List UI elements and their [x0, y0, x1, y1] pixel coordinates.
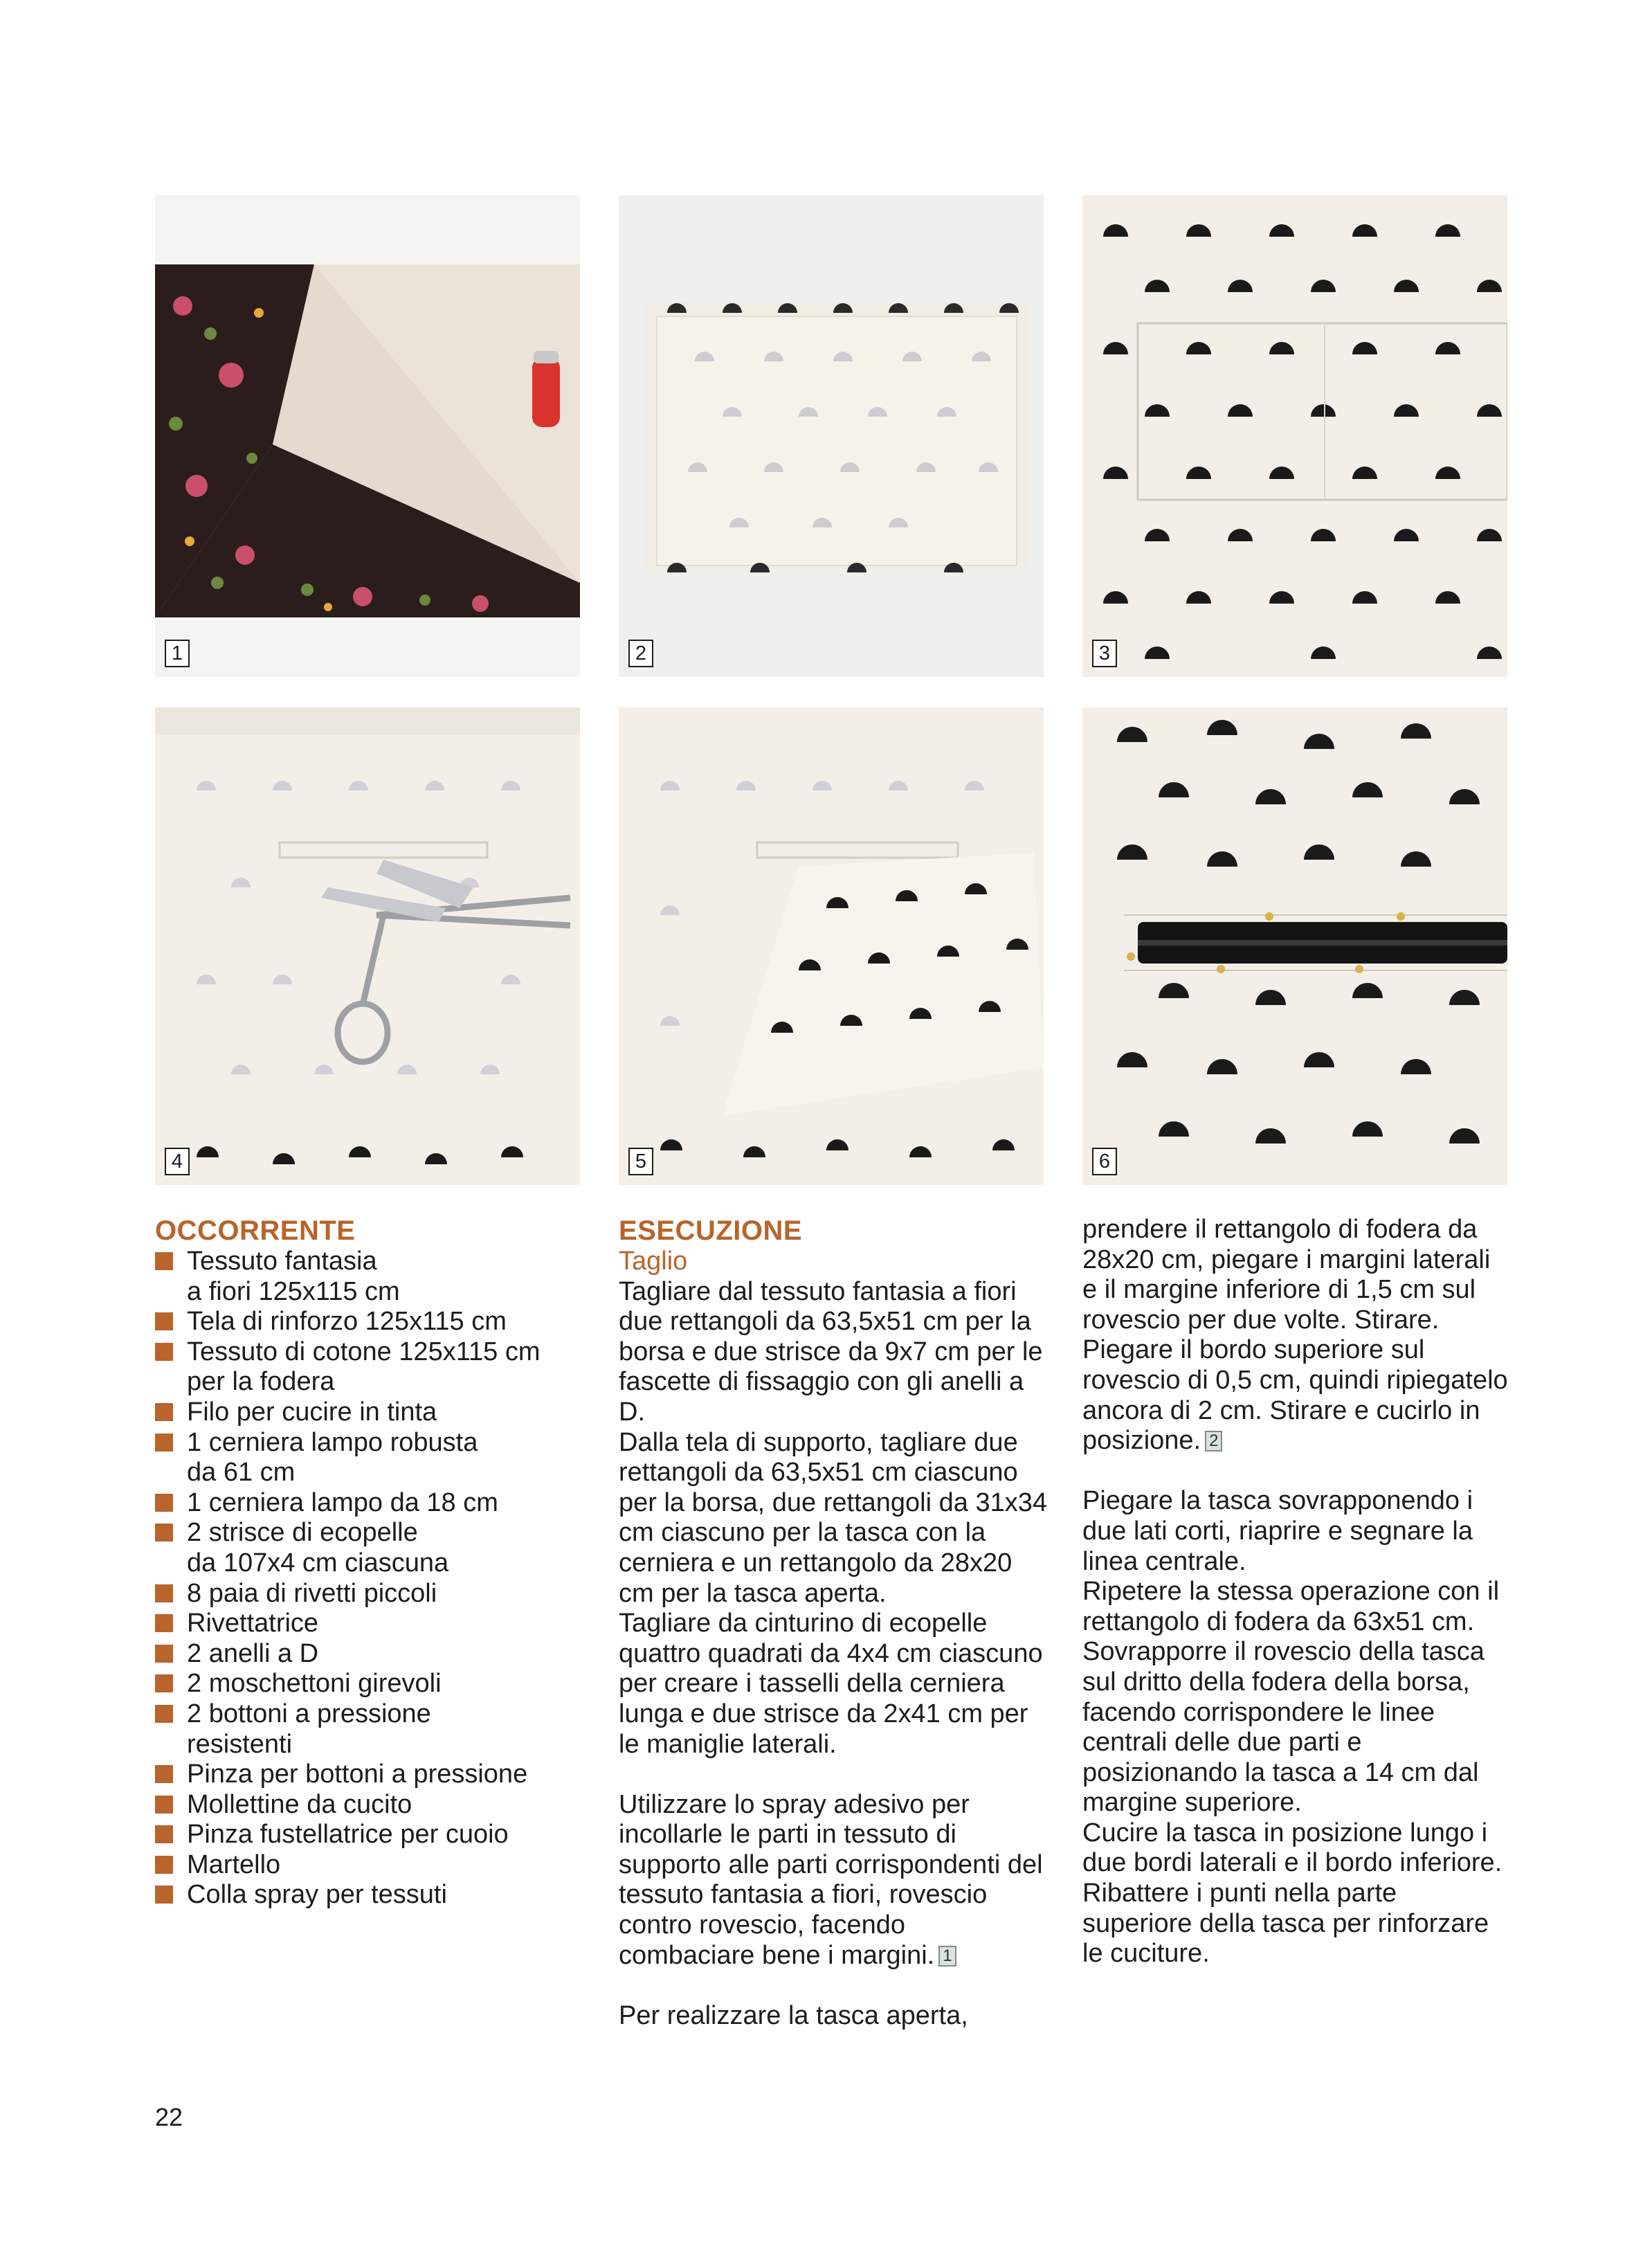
bullet-square-icon	[155, 1886, 173, 1904]
paragraph: Dalla tela di supporto, tagliare due rettangoli da 63,5x51 cm ciascuno per la borsa, due rettangoli da 31x34 cm ciascuno per la tasca con la cerniera e un rettangolo da 28x20 cm per la tasca aperta.	[619, 1427, 1047, 1608]
materials-item-label: 1 cerniera lampo robusta da 61 cm	[187, 1427, 478, 1488]
materials-item-label: Colla spray per tessuti	[187, 1880, 447, 1910]
photo-4	[155, 707, 580, 1185]
materials-item	[155, 1760, 584, 1790]
instructions-column-1	[619, 1215, 1048, 2031]
paragraph-lead: Tagliare dal tessuto fantasia	[619, 1276, 945, 1306]
materials-item	[155, 1699, 584, 1760]
paragraph: Ribattere i punti nella parte superiore della tasca per rinforzare le cuciture.	[1082, 1879, 1489, 1969]
photo-reference: 1	[938, 1946, 956, 1967]
floral-fabric-illustration	[155, 195, 580, 677]
materials-item	[155, 1639, 584, 1670]
photo-number: 2	[628, 640, 653, 667]
lining-illustration	[619, 707, 1044, 1185]
bullet-square-icon	[155, 1403, 173, 1421]
materials-item	[155, 1850, 584, 1881]
paragraph-lead: Per realizzare la tasca aperta,	[619, 2000, 968, 2030]
materials-item	[155, 1880, 584, 1910]
bullet-square-icon	[155, 1856, 173, 1874]
materials-heading: OCCORRENTE	[155, 1215, 356, 1246]
materials-item	[155, 1579, 584, 1609]
bullet-square-icon	[155, 1705, 173, 1723]
materials-item-label: Tessuto fantasia a fiori 125x115 cm	[187, 1247, 400, 1306]
paragraph-lead: Utilizzare lo spray adesivo	[619, 1789, 925, 1819]
paragraph: Utilizzare lo spray adesivo per incollarle le parti in tessuto di supporto alle parti corrispondenti del tessuto fantasia a fiori, rovescio contro rovescio, facendo combaciare bene i margini. 1	[619, 1789, 1043, 1970]
materials-item	[155, 1307, 584, 1337]
fabric-rectangles-illustration	[619, 195, 1044, 677]
photo-2	[619, 195, 1044, 677]
paragraph: prendere il rettangolo di fodera da 28x20 cm, piegare i margini laterali e il margine inferiore di 1,5 cm sul rovescio per due volte. Stirare.	[1082, 1215, 1491, 1335]
photo-number: 6	[1092, 1148, 1117, 1175]
bullet-square-icon	[155, 1765, 173, 1783]
materials-item	[155, 1428, 584, 1488]
materials-item-label: Pinza per bottoni a pressione	[187, 1760, 528, 1789]
materials-list	[155, 1247, 584, 1910]
materials-item	[155, 1488, 584, 1519]
bullet-square-icon	[155, 1434, 173, 1452]
materials-item-label: Rivettatrice	[187, 1609, 319, 1638]
materials-item	[155, 1820, 584, 1850]
materials-item-label: Filo per cucire in tinta	[187, 1397, 437, 1427]
materials-item-label: 2 moschettoni girevoli	[187, 1669, 442, 1699]
bullet-square-icon	[155, 1674, 173, 1692]
zipper-illustration	[1082, 707, 1507, 1185]
materials-item	[155, 1337, 584, 1398]
materials-item-label: Mollettine da cucito	[187, 1789, 412, 1819]
bullet-square-icon	[155, 1494, 173, 1512]
instructions-subheading: Taglio	[619, 1247, 688, 1276]
paragraph: Piegare la tasca sovrapponendo i due lati corti, riaprire e segnare la linea centrale.	[1082, 1486, 1473, 1576]
materials-item-label: Pinza fustellatrice per cuoio	[187, 1820, 509, 1850]
photo-6	[1082, 707, 1507, 1185]
materials-item-label: Tessuto di cotone 125x115 cm per la fodera	[187, 1337, 541, 1397]
bullet-square-icon	[155, 1645, 173, 1663]
materials-item-label: 8 paia di rivetti piccoli	[187, 1578, 437, 1608]
photo-3	[1082, 195, 1507, 677]
paragraph: Sovrapporre il rovescio della tasca sul dritto della fodera della borsa, facendo corrispondere le linee centrali delle due parti e posizionando la tasca a 14 cm dal margine superiore.	[1082, 1637, 1485, 1818]
materials-item	[155, 1398, 584, 1428]
photo-5	[619, 707, 1044, 1185]
bullet-square-icon	[155, 1343, 173, 1361]
materials-item	[155, 1609, 584, 1639]
paragraph	[619, 2001, 1048, 2032]
materials-item	[155, 1247, 584, 1307]
paragraph: Ripetere la stessa operazione con il rettangolo di fodera da 63x51 cm.	[1082, 1577, 1500, 1636]
materials-item	[155, 1669, 584, 1699]
bullet-square-icon	[155, 1796, 173, 1814]
pocket-illustration	[1082, 195, 1507, 677]
instructions-column-2	[1082, 1215, 1512, 1969]
bullet-square-icon	[155, 1252, 173, 1270]
materials-item-label: Tela di rinforzo 125x115 cm	[187, 1307, 507, 1337]
materials-item-label: 2 bottoni a pressione resistenti	[187, 1699, 431, 1759]
paragraph-lead: Piegare la tasca sovrapponendo i due lati corti	[1082, 1486, 1473, 1546]
bullet-square-icon	[155, 1524, 173, 1542]
photo-1	[155, 195, 580, 677]
paragraph: Tagliare da cinturino di ecopelle quattro quadrati da 4x4 cm ciascuno per creare i tasselli della cerniera lunga e due strisce da 2x41 cm per le maniglie laterali.	[619, 1609, 1043, 1759]
bullet-square-icon	[155, 1825, 173, 1843]
paragraph: Cucire la tasca in posizione lungo i due bordi laterali e il bordo inferiore.	[1082, 1818, 1503, 1878]
bullet-square-icon	[155, 1584, 173, 1602]
paragraph: Tagliare dal tessuto fantasia a fiori due rettangoli da 63,5x51 cm per la borsa e due strisce da 9x7 cm per le fascette di fissaggio con gli anelli a D.	[619, 1276, 1043, 1427]
photo-number: 5	[628, 1148, 653, 1175]
page-number: 22	[155, 2103, 183, 2131]
materials-column	[155, 1215, 584, 1910]
bullet-square-icon	[155, 1614, 173, 1632]
paragraph: Piegare il bordo superiore sul rovescio di 0,5 cm, quindi ripiegatelo ancora di 2 cm. Stirare e cucirlo in posizione. 2	[1082, 1335, 1508, 1456]
materials-item-label: Martello	[187, 1850, 281, 1879]
photo-number: 4	[165, 1148, 190, 1175]
photo-number: 1	[165, 640, 190, 667]
materials-item-label: 1 cerniera lampo da 18 cm	[187, 1488, 498, 1517]
materials-item-label: 2 strisce di ecopelle da 107x4 cm ciascuna	[187, 1518, 449, 1577]
materials-item	[155, 1518, 584, 1578]
photo-reference: 2	[1205, 1431, 1222, 1452]
bullet-square-icon	[155, 1312, 173, 1330]
materials-item	[155, 1790, 584, 1820]
cutting-illustration	[155, 707, 580, 1185]
photo-number: 3	[1092, 640, 1117, 667]
materials-item-label: 2 anelli a D	[187, 1638, 319, 1668]
instructions-heading: ESECUZIONE	[619, 1215, 803, 1246]
